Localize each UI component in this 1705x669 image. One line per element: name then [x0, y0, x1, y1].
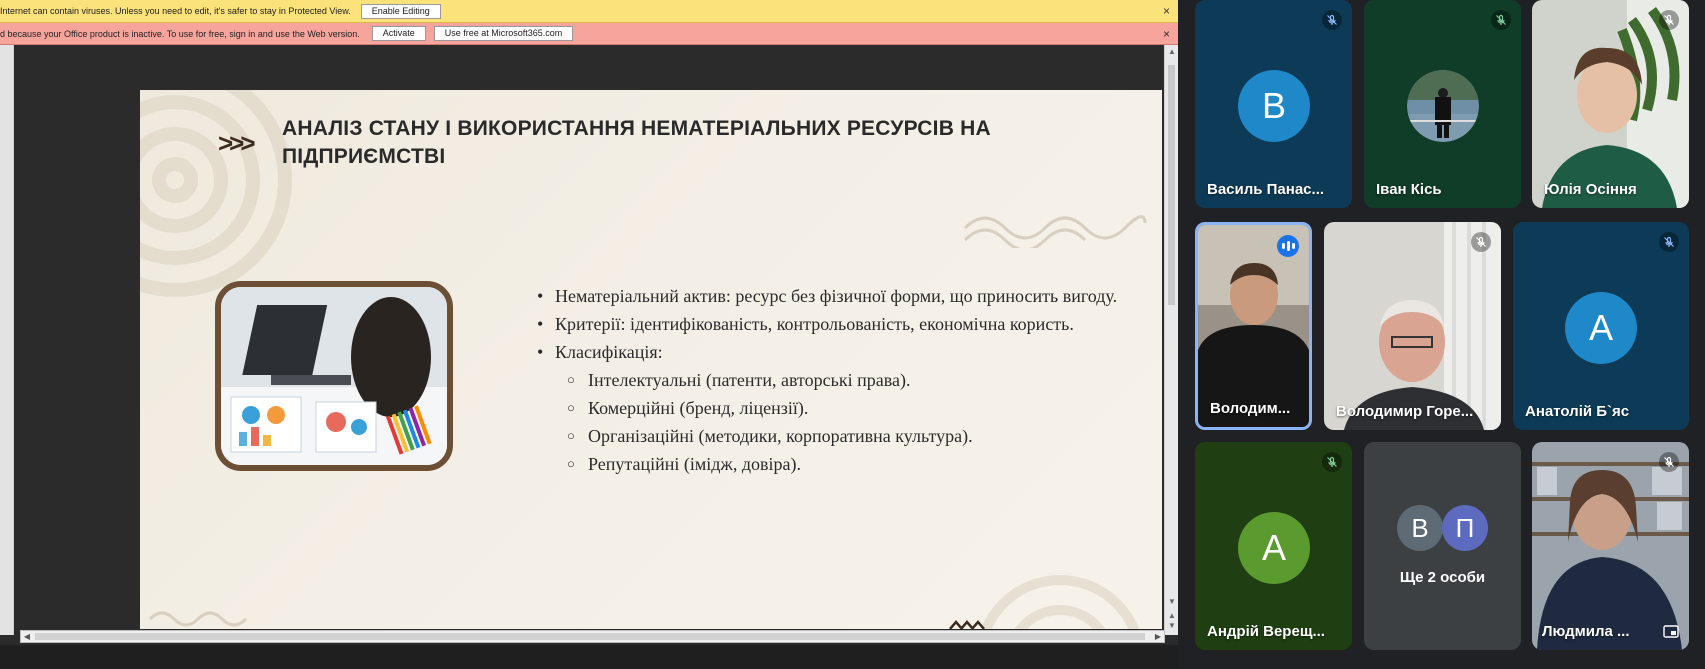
slide	[140, 90, 1162, 629]
left-ruler	[0, 45, 14, 635]
participant-tile[interactable]	[1513, 222, 1689, 430]
more-participants-label: Ще 2 особи	[1399, 569, 1486, 586]
mic-off-icon	[1659, 10, 1679, 30]
activate-button[interactable]: Activate	[372, 26, 426, 41]
slide-bullet-list	[537, 282, 1137, 478]
swirl-decoration-icon	[140, 90, 305, 310]
avatar	[1407, 70, 1479, 142]
wave-decoration-icon	[145, 604, 255, 629]
mic-off-icon	[1491, 10, 1511, 30]
participant-name: Володимир Горе...	[1336, 403, 1474, 420]
participant-tile[interactable]	[1364, 0, 1521, 208]
scroll-down-icon[interactable]: ▼	[1168, 597, 1176, 606]
slide-title: АНАЛІЗ СТАНУ І ВИКОРИСТАННЯ НЕМАТЕРІАЛЬНИХ РЕСУРСІВ НА ПІДПРИЄМСТВІ	[282, 117, 991, 168]
title-chevrons-icon: >>>	[218, 128, 252, 158]
mic-off-icon	[1322, 452, 1342, 472]
sub-bullet-item: ○ Комерційні (бренд, ліцензії).	[537, 394, 1137, 422]
close-icon[interactable]: ×	[1162, 4, 1170, 18]
protected-view-message: Internet can contain viruses. Unless you need to edit, it's safer to stay in Protected View.	[0, 6, 351, 16]
avatar: В	[1238, 70, 1310, 142]
participant-name: Андрій Верещ...	[1207, 623, 1325, 640]
document-canvas	[0, 45, 1178, 652]
participant-name: Юлія Осіння	[1544, 181, 1637, 198]
avatar: А	[1565, 292, 1637, 364]
more-participants-tile[interactable]	[1364, 442, 1521, 650]
use-web-version-button[interactable]: Use free at Microsoft365.com	[434, 26, 574, 41]
sub-bullet-item: ○ Організаційні (методики, корпоративна культура).	[537, 422, 1137, 450]
activation-bar	[0, 23, 1178, 45]
pin-tile-icon[interactable]	[1663, 625, 1679, 638]
participant-name: Володим...	[1210, 400, 1291, 417]
avatar: А	[1238, 512, 1310, 584]
participant-tile[interactable]	[1532, 0, 1689, 208]
mic-off-icon	[1322, 10, 1342, 30]
avatar: В	[1397, 505, 1443, 551]
scroll-up-icon[interactable]: ▲	[1168, 47, 1176, 56]
participant-name: Людмила ...	[1542, 623, 1630, 640]
vertical-scroll-thumb[interactable]	[1168, 65, 1175, 305]
activation-message: d because your Office product is inactive. To use for free, sign in and use the Web version.	[0, 28, 360, 39]
participant-tile-speaking[interactable]	[1195, 222, 1312, 430]
enable-editing-button[interactable]: Enable Editing	[361, 4, 441, 19]
protected-view-bar	[0, 0, 1178, 23]
mic-off-icon	[1659, 452, 1679, 472]
participant-tile[interactable]	[1532, 442, 1689, 650]
bullet-item: • Нематеріальний актив: ресурс без фізичної форми, що приносить вигоду.	[537, 282, 1137, 310]
tile-background	[1364, 442, 1521, 650]
chevron-decoration-icon	[948, 618, 988, 629]
participant-tile[interactable]	[1195, 0, 1352, 208]
avatar: П	[1442, 505, 1488, 551]
sub-bullet-item: ○ Інтелектуальні (патенти, авторські права).	[537, 366, 1137, 394]
participant-tile[interactable]	[1324, 222, 1501, 430]
bullet-item: • Класифікація:	[537, 338, 1137, 366]
horizontal-scrollbar[interactable]	[20, 630, 1165, 643]
bullet-item: • Критерії: ідентифікованість, контрольованість, економічна користь.	[537, 310, 1137, 338]
scroll-left-icon[interactable]: ◀	[23, 632, 31, 641]
participant-name: Іван Кісь	[1376, 181, 1442, 198]
vertical-scrollbar[interactable]	[1164, 45, 1178, 635]
previous-page-icon[interactable]: ▲	[1168, 611, 1176, 620]
circle-decoration-icon	[960, 560, 1160, 629]
wave-decoration-icon	[960, 208, 1150, 248]
participant-tile[interactable]	[1195, 442, 1352, 650]
participant-video	[1532, 442, 1689, 650]
participant-name: Анатолій Б`яс	[1525, 403, 1630, 420]
participant-video	[1532, 0, 1689, 208]
close-icon[interactable]: ×	[1162, 26, 1170, 41]
participant-video	[1324, 222, 1501, 430]
horizontal-scroll-thumb[interactable]	[35, 633, 1145, 640]
next-page-icon[interactable]: ▼	[1168, 621, 1176, 630]
mic-off-icon	[1471, 232, 1491, 252]
participant-name: Василь Панас...	[1207, 181, 1325, 198]
status-bar	[0, 645, 1178, 669]
scroll-right-icon[interactable]: ▶	[1154, 632, 1162, 641]
slide-photo	[215, 281, 453, 471]
mic-off-icon	[1659, 232, 1679, 252]
sub-bullet-item: ○ Репутаційні (імідж, довіра).	[537, 450, 1137, 478]
speaking-indicator-icon	[1277, 235, 1299, 257]
